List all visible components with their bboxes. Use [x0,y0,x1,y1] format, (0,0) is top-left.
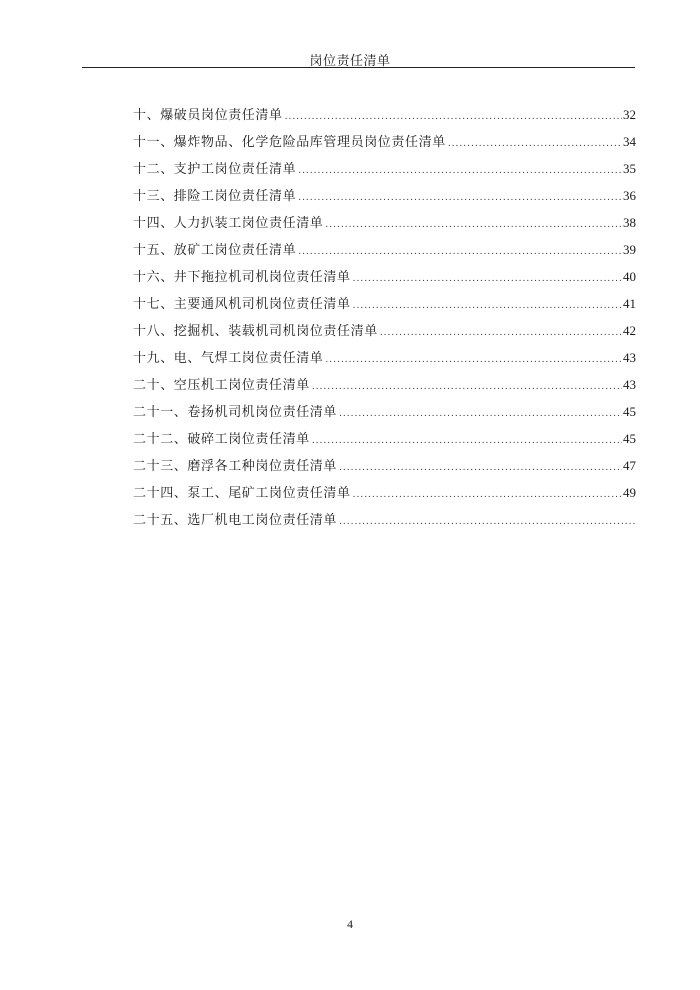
toc-dot-leader [298,247,622,257]
toc-entry-title: 十六、井下拖拉机司机岗位责任清单 [133,270,351,285]
toc-entry[interactable] [133,482,636,509]
toc-entry-title: 十四、人力扒装工岗位责任清单 [133,216,324,231]
toc-dot-leader [339,409,622,419]
toc-entry-title: 十五、放矿工岗位责任清单 [133,243,297,258]
toc-entry-page: 41 [623,296,636,311]
toc-entry-title: 二十二、破碎工岗位责任清单 [133,432,310,447]
toc-entry-page: 32 [623,107,636,122]
toc-entry-page: 43 [623,377,636,392]
toc-entry-title: 二十四、泵工、尾矿工岗位责任清单 [133,486,351,501]
toc-entry-page: 40 [623,269,636,284]
toc-entry-title: 十二、支护工岗位责任清单 [133,162,297,177]
toc-entry[interactable] [133,509,636,536]
toc-entry-page: 39 [623,242,636,257]
toc-entry[interactable] [133,185,636,212]
toc-entry[interactable] [133,428,636,455]
toc-entry-title: 二十一、卷扬机司机岗位责任清单 [133,405,338,420]
toc-entry[interactable] [133,455,636,482]
toc-entry-page: 42 [623,323,636,338]
toc-entry-page: 38 [623,215,636,230]
table-of-contents [133,104,636,536]
toc-entry[interactable] [133,320,636,347]
toc-entry-title: 十七、主要通风机司机岗位责任清单 [133,297,351,312]
toc-dot-leader [298,166,622,176]
toc-entry[interactable] [133,158,636,185]
toc-entry[interactable] [133,374,636,401]
toc-entry[interactable] [133,131,636,158]
toc-dot-leader [325,220,622,230]
toc-dot-leader [298,193,622,203]
toc-dot-leader [353,490,622,500]
toc-entry-title: 十九、电、气焊工岗位责任清单 [133,351,324,366]
toc-entry-page: 43 [623,350,636,365]
toc-entry[interactable] [133,239,636,266]
toc-entry-page: 49 [623,485,636,500]
toc-entry-page: 45 [623,431,636,446]
toc-entry[interactable] [133,104,636,131]
toc-entry-title: 十、爆破员岗位责任清单 [133,108,283,123]
toc-dot-leader [353,301,622,311]
header-divider [82,67,635,68]
toc-entry[interactable] [133,212,636,239]
toc-entry-page: 35 [623,161,636,176]
page-number: 4 [347,917,353,931]
toc-entry-title: 十八、挖掘机、装载机司机岗位责任清单 [133,324,378,339]
toc-entry-page: 34 [623,134,636,149]
toc-entry-title: 十一、爆炸物品、化学危险品库管理员岗位责任清单 [133,135,446,150]
toc-entry[interactable] [133,401,636,428]
toc-dot-leader [353,274,622,284]
toc-dot-leader [380,328,622,338]
toc-entry-title: 二十三、磨浮各工种岗位责任清单 [133,459,338,474]
toc-entry[interactable] [133,293,636,320]
toc-dot-leader [312,436,622,446]
toc-entry-page: 36 [623,188,636,203]
toc-dot-leader [339,517,635,527]
toc-dot-leader [325,355,622,365]
toc-dot-leader [312,382,622,392]
toc-dot-leader [448,139,622,149]
toc-entry-page: 45 [623,404,636,419]
page-header-title: 岗位责任清单 [309,54,391,69]
toc-entry-title: 二十、空压机工岗位责任清单 [133,378,310,393]
toc-entry-title: 十三、排险工岗位责任清单 [133,189,297,204]
toc-entry-page: 47 [623,458,636,473]
toc-dot-leader [285,112,622,122]
toc-entry[interactable] [133,347,636,374]
toc-entry-title: 二十五、选厂机电工岗位责任清单 [133,513,338,528]
toc-entry[interactable] [133,266,636,293]
toc-dot-leader [339,463,622,473]
